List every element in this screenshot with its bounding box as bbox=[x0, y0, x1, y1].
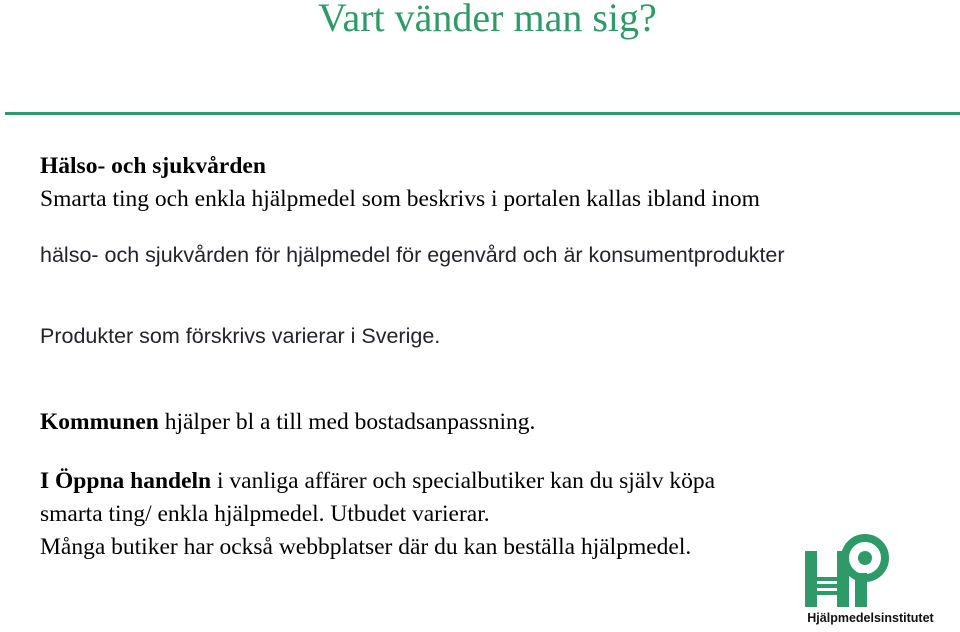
health-heading: Hälso- och sjukvården bbox=[40, 153, 266, 179]
health-line-1: Smarta ting och enkla hjälpmedel som beskrivs i portalen kallas ibland inom bbox=[40, 186, 760, 212]
open-trade-bold: I Öppna handeln bbox=[40, 468, 212, 494]
health-line-3: Produkter som förskrivs varierar i Sverige. bbox=[40, 323, 441, 348]
main-content bbox=[40, 150, 940, 564]
municipality-bold: Kommunen bbox=[40, 409, 159, 435]
health-line-2: hälso- och sjukvården för hjälpmedel för egenvård och är konsumentprodukter bbox=[40, 242, 785, 267]
logo-wordmark: Hjälpmedelsinstitutet bbox=[807, 611, 934, 625]
page-title: Vart vänder man sig? bbox=[318, 0, 657, 40]
open-trade-text: i vanliga affärer och specialbutiker kan du själv köpa bbox=[211, 468, 716, 494]
open-trade-paragraph bbox=[40, 465, 940, 498]
open-trade-line-3: Många butiker har också webbplatser där du kan beställa hjälpmedel. bbox=[40, 534, 692, 560]
municipality-text: hjälper bl a till med bostadsanpassning. bbox=[158, 409, 536, 435]
open-trade-line-2: smarta ting/ enkla hjälpmedel. Utbudet varierar. bbox=[40, 501, 490, 527]
title-divider bbox=[5, 112, 960, 115]
municipality-paragraph bbox=[40, 406, 940, 439]
